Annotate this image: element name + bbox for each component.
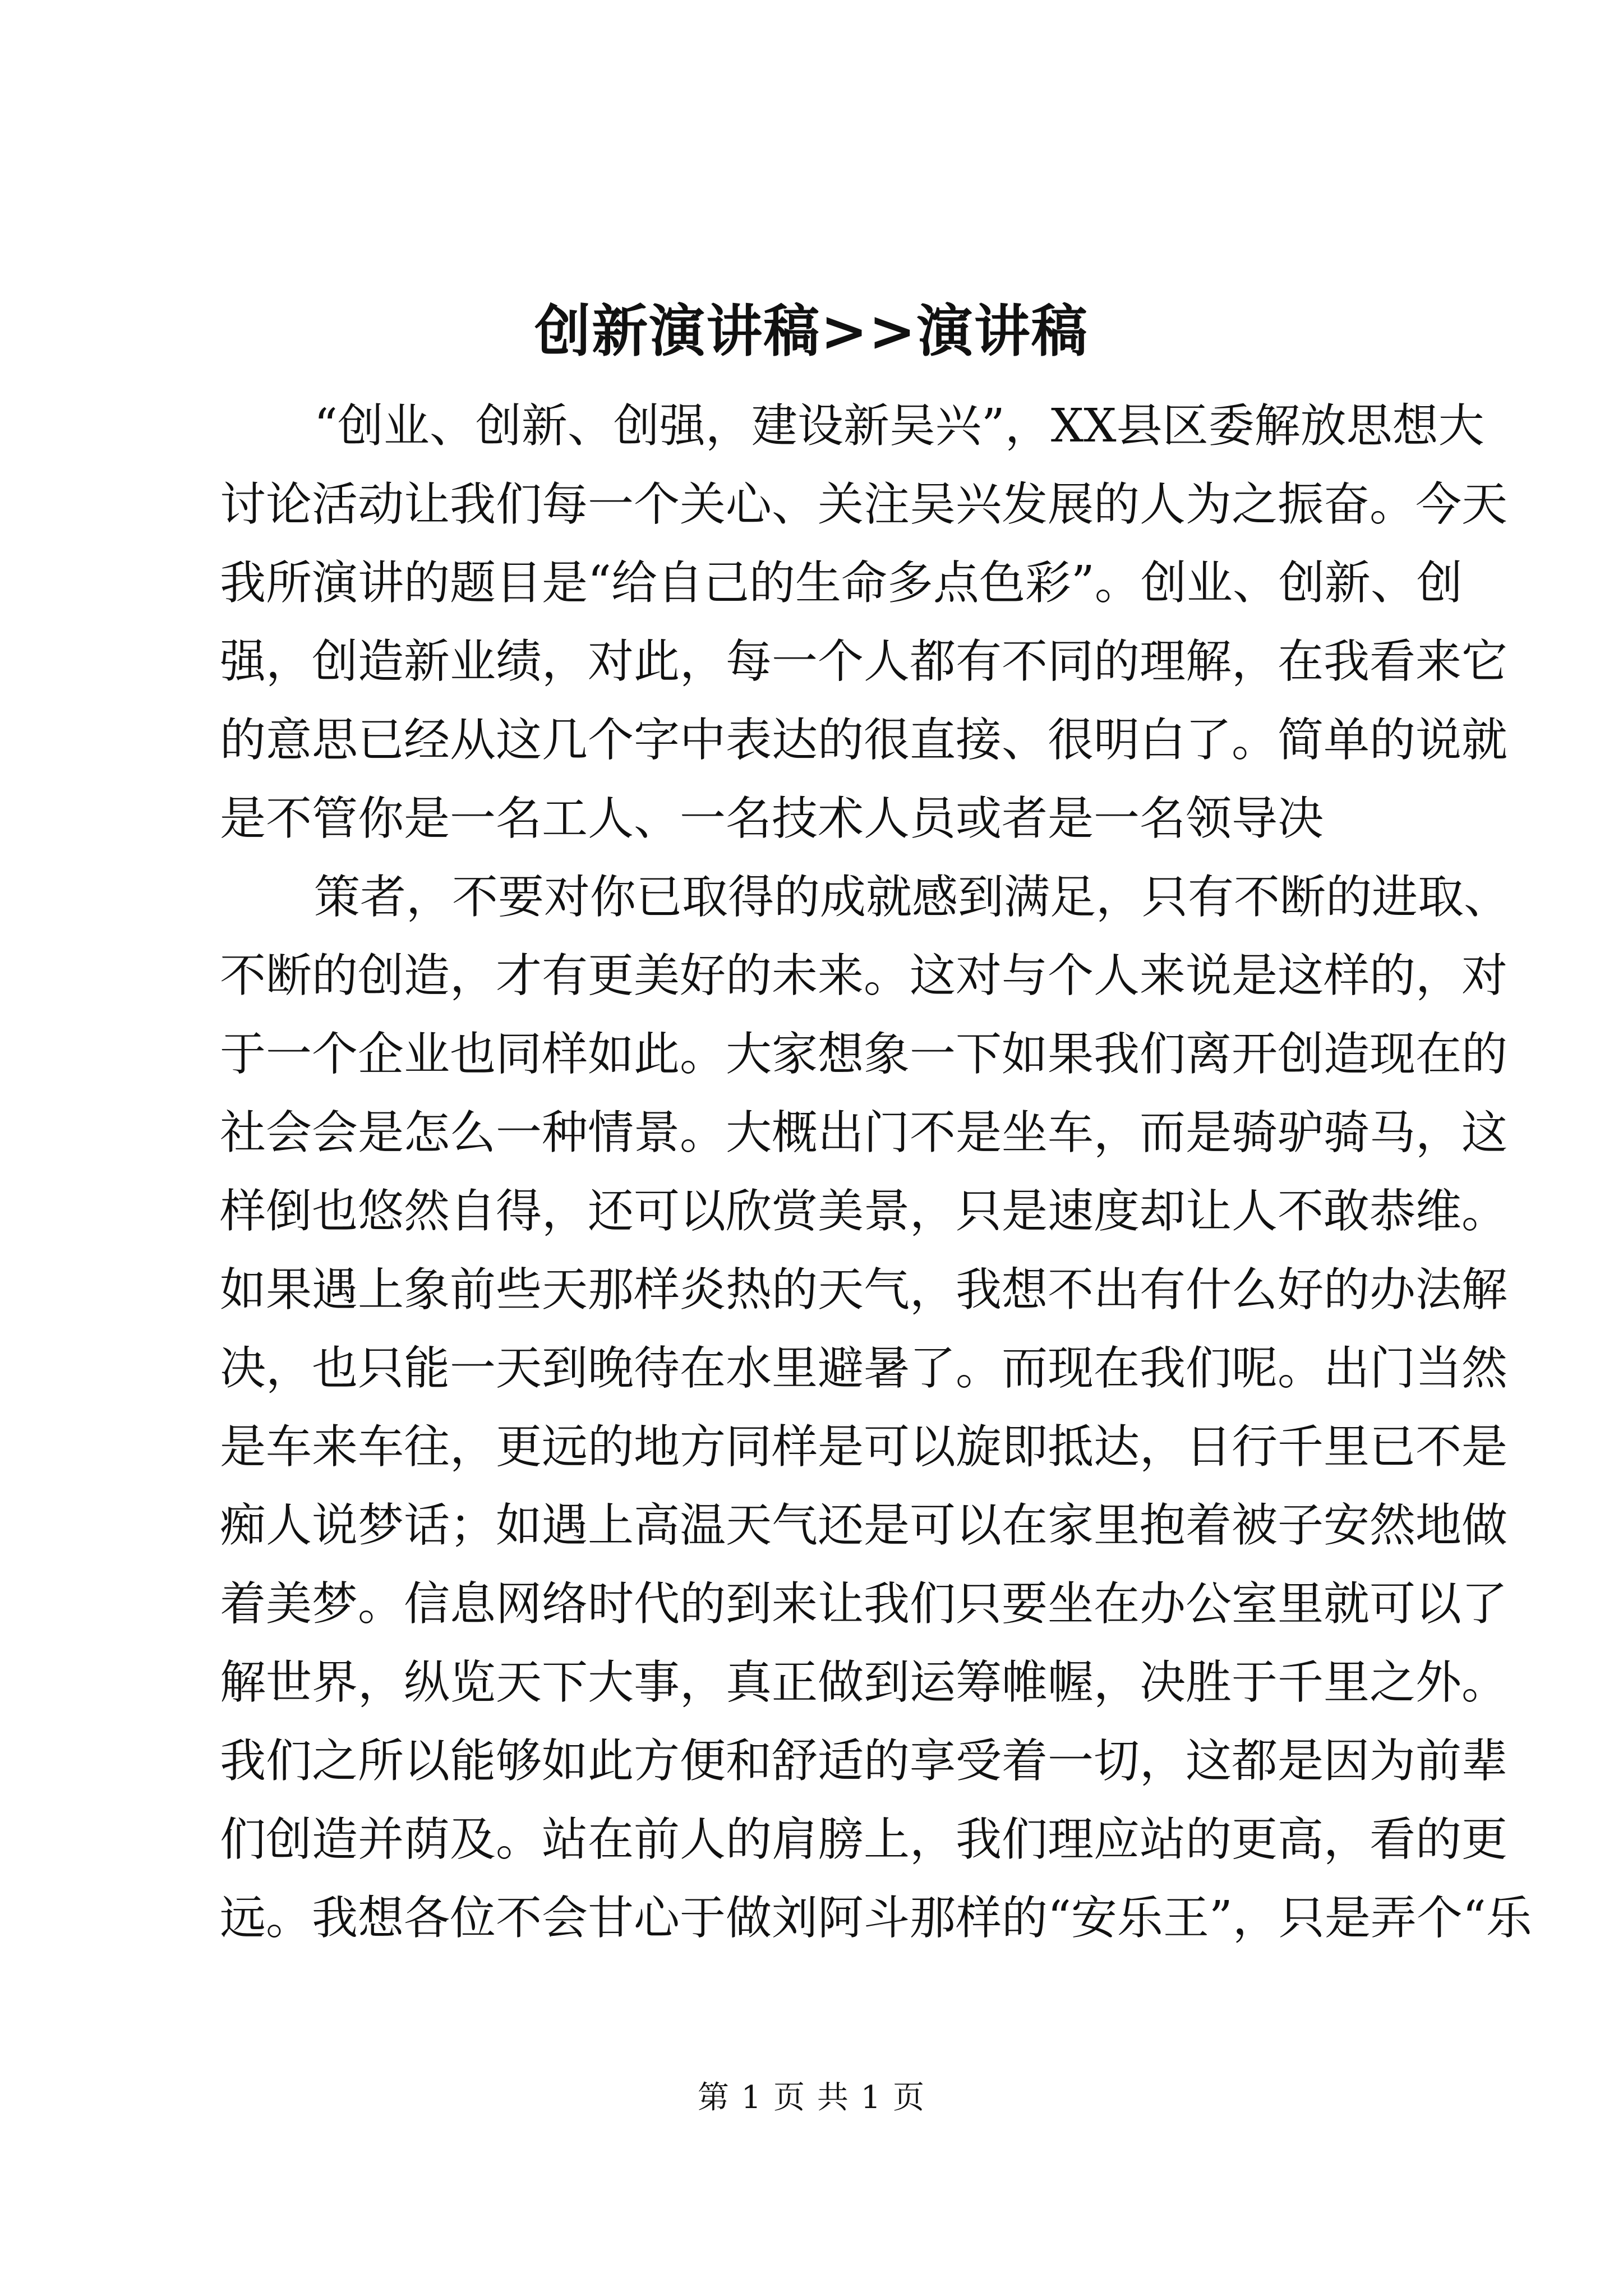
- text-line: 解世界，纵览天下大事，真正做到运筹帷幄，决胜于千里之外。: [220, 1656, 1508, 1709]
- page-footer: 第 1 页 共 1 页: [697, 2079, 926, 2116]
- document-title: 创新演讲稿>>演讲稿: [534, 298, 1089, 364]
- text-line: 我们之所以能够如此方便和舒适的享受着一切，这都是因为前辈: [220, 1734, 1508, 1788]
- text-line: 不断的创造，才有更美好的未来。这对与个人来说是这样的，对: [220, 949, 1508, 1002]
- text-line: 着美梦。信息网络时代的到来让我们只要坐在办公室里就可以了: [220, 1577, 1508, 1631]
- text-line: 是车来车往，更远的地方同样是可以旋即抵达，日行千里已不是: [220, 1420, 1508, 1474]
- text-line: 策者，不要对你已取得的成就感到满足，只有不断的进取、: [314, 871, 1510, 924]
- paragraph-1: [220, 387, 1508, 858]
- text-line: 如果遇上象前些天那样炎热的天气，我想不出有什么好的办法解: [220, 1263, 1508, 1317]
- text-line: 强，创造新业绩，对此，每一个人都有不同的理解，在我看来它: [220, 635, 1508, 688]
- paragraph-2: [220, 858, 1532, 1958]
- text-line: 讨论活动让我们每一个关心、关注吴兴发展的人为之振奋。今天: [220, 478, 1508, 531]
- text-line: 决，也只能一天到晚待在水里避暑了。而现在我们呢。出门当然: [220, 1342, 1508, 1395]
- text-line: 痴人说梦话；如遇上高温天气还是可以在家里抱着被子安然地做: [220, 1499, 1508, 1552]
- text-line: 样倒也悠然自得，还可以欣赏美景，只是速度却让人不敢恭维。: [220, 1185, 1508, 1238]
- text-line: 我所演讲的题目是“给自己的生命多点色彩”。创业、创新、创: [220, 556, 1463, 610]
- text-line: 社会会是怎么一种情景。大概出门不是坐车，而是骑驴骑马，这: [220, 1106, 1508, 1159]
- text-line: 的意思已经从这几个字中表达的很直接、很明白了。简单的说就: [220, 714, 1508, 767]
- text-line: 于一个企业也同样如此。大家想象一下如果我们离开创造现在的: [220, 1028, 1508, 1081]
- text-line: “创业、创新、创强，建设新吴兴”，XX县区委解放思想大: [314, 399, 1484, 453]
- document-body: [220, 387, 1532, 1958]
- text-line: 远。我想各位不会甘心于做刘阿斗那样的“安乐王”，只是弄个“乐: [220, 1892, 1532, 1945]
- text-line: 是不管你是一名工人、一名技术人员或者是一名领导决: [220, 792, 1324, 845]
- text-line: 们创造并荫及。站在前人的肩膀上，我们理应站的更高，看的更: [220, 1813, 1508, 1866]
